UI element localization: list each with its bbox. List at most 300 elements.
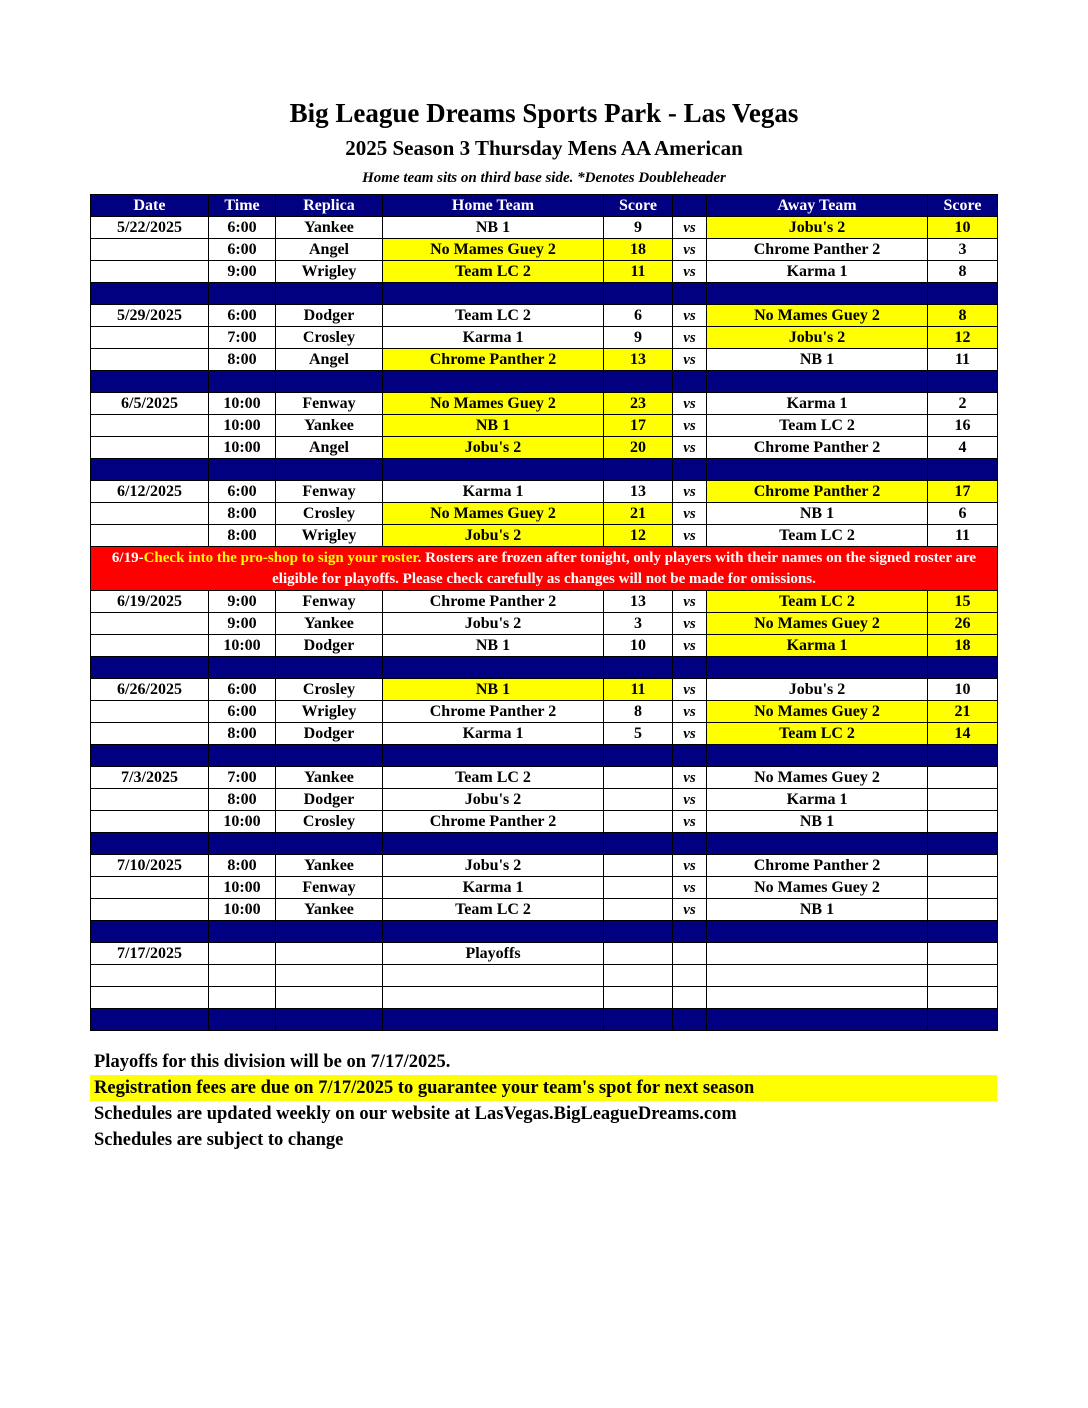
home-team: Karma 1: [383, 877, 604, 899]
separator-cell: [928, 371, 998, 393]
vs-label: vs: [673, 701, 707, 723]
away-team: Chrome Panther 2: [707, 481, 928, 503]
game-date: [91, 613, 209, 635]
vs-label: vs: [673, 635, 707, 657]
away-team: Karma 1: [707, 635, 928, 657]
separator-cell: [604, 657, 673, 679]
column-header-away-score: Score: [928, 195, 998, 217]
away-team: NB 1: [707, 503, 928, 525]
table-row: [91, 415, 998, 437]
table-row: [91, 987, 998, 1009]
away-team: NB 1: [707, 899, 928, 921]
home-score: 10: [604, 635, 673, 657]
game-time: 8:00: [209, 503, 276, 525]
separator-cell: [91, 745, 209, 767]
away-score: 6: [928, 503, 998, 525]
away-score: [928, 767, 998, 789]
game-date: [91, 349, 209, 371]
game-time: [209, 987, 276, 1009]
page-title: Big League Dreams Sports Park - Las Vegas: [289, 98, 799, 128]
table-row: [91, 305, 998, 327]
table-row: [91, 789, 998, 811]
table-row: [91, 855, 998, 877]
schedule-body: [91, 217, 998, 1031]
vs-label: [673, 943, 707, 965]
home-team: [383, 965, 604, 987]
game-time: 10:00: [209, 437, 276, 459]
home-score: [604, 811, 673, 833]
separator-cell: [707, 371, 928, 393]
separator-cell: [707, 1009, 928, 1031]
away-team: Team LC 2: [707, 591, 928, 613]
table-row: [91, 437, 998, 459]
game-time: 10:00: [209, 393, 276, 415]
away-team: Karma 1: [707, 393, 928, 415]
column-header-home-team: Home Team: [383, 195, 604, 217]
away-score: [928, 943, 998, 965]
separator-cell: [707, 833, 928, 855]
game-field: Dodger: [276, 635, 383, 657]
roster-note-date: 6/19-: [111, 549, 144, 566]
separator-row: [91, 459, 998, 481]
separator-cell: [928, 657, 998, 679]
column-header-vs: [673, 195, 707, 217]
separator-cell: [276, 371, 383, 393]
separator-cell: [673, 921, 707, 943]
table-row: [91, 965, 998, 987]
vs-label: vs: [673, 503, 707, 525]
home-score: 17: [604, 415, 673, 437]
away-score: [928, 811, 998, 833]
game-field: Yankee: [276, 899, 383, 921]
separator-cell: [276, 745, 383, 767]
separator-cell: [673, 745, 707, 767]
home-team: Karma 1: [383, 481, 604, 503]
page-subtitle: 2025 Season 3 Thursday Mens AA American: [345, 136, 743, 160]
game-date: [91, 701, 209, 723]
game-field: [276, 943, 383, 965]
separator-cell: [604, 921, 673, 943]
separator-row: [91, 657, 998, 679]
game-field: Angel: [276, 239, 383, 261]
home-score: 21: [604, 503, 673, 525]
separator-cell: [91, 283, 209, 305]
home-team: Jobu's 2: [383, 525, 604, 547]
home-team: Jobu's 2: [383, 437, 604, 459]
home-score: 13: [604, 481, 673, 503]
game-field: Yankee: [276, 415, 383, 437]
home-score: [604, 943, 673, 965]
roster-note-text: . Rosters are frozen after tonight, only players with their names on the signed roster are eligible for playoffs. Please check carefully as changes will not be made for omissions.: [272, 549, 977, 587]
home-score: [604, 987, 673, 1009]
game-time: 6:00: [209, 305, 276, 327]
game-date: 5/22/2025: [91, 217, 209, 239]
game-field: Yankee: [276, 855, 383, 877]
home-score: 9: [604, 217, 673, 239]
away-score: [928, 877, 998, 899]
game-date: [91, 899, 209, 921]
home-score: [604, 767, 673, 789]
vs-label: vs: [673, 437, 707, 459]
separator-cell: [383, 1009, 604, 1031]
home-team: NB 1: [383, 679, 604, 701]
vs-label: vs: [673, 217, 707, 239]
game-time: 10:00: [209, 899, 276, 921]
vs-label: vs: [673, 679, 707, 701]
home-score: 8: [604, 701, 673, 723]
separator-cell: [928, 745, 998, 767]
table-row: [91, 261, 998, 283]
away-team: NB 1: [707, 349, 928, 371]
game-date: [91, 437, 209, 459]
home-score: 12: [604, 525, 673, 547]
home-team: Team LC 2: [383, 899, 604, 921]
away-team: [707, 965, 928, 987]
table-row: [91, 525, 998, 547]
home-score: [604, 789, 673, 811]
home-team: Team LC 2: [383, 767, 604, 789]
game-field: Angel: [276, 349, 383, 371]
game-date: [91, 635, 209, 657]
game-date: [91, 789, 209, 811]
game-time: 7:00: [209, 327, 276, 349]
game-date: [91, 261, 209, 283]
game-field: Dodger: [276, 789, 383, 811]
game-time: 9:00: [209, 261, 276, 283]
roster-note: [91, 547, 998, 591]
separator-cell: [383, 459, 604, 481]
separator-cell: [209, 921, 276, 943]
home-score: 9: [604, 327, 673, 349]
home-score: [604, 855, 673, 877]
separator-cell: [604, 371, 673, 393]
away-score: 21: [928, 701, 998, 723]
home-score: 23: [604, 393, 673, 415]
table-row: [91, 701, 998, 723]
separator-row: [91, 833, 998, 855]
separator-cell: [673, 833, 707, 855]
vs-label: vs: [673, 591, 707, 613]
away-team: No Mames Guey 2: [707, 305, 928, 327]
separator-row: [91, 371, 998, 393]
game-date: 7/10/2025: [91, 855, 209, 877]
game-field: Crosley: [276, 679, 383, 701]
away-team: Jobu's 2: [707, 679, 928, 701]
game-field: Wrigley: [276, 525, 383, 547]
home-team: NB 1: [383, 217, 604, 239]
away-score: 17: [928, 481, 998, 503]
game-date: [91, 525, 209, 547]
separator-cell: [673, 657, 707, 679]
away-team: Team LC 2: [707, 415, 928, 437]
column-header-date: Date: [91, 195, 209, 217]
vs-label: vs: [673, 393, 707, 415]
schedule-table: [90, 194, 998, 1031]
game-date: 6/26/2025: [91, 679, 209, 701]
game-date: [91, 877, 209, 899]
separator-cell: [928, 1009, 998, 1031]
separator-cell: [707, 657, 928, 679]
separator-cell: [209, 657, 276, 679]
roster-note-row: [91, 547, 998, 591]
game-field: [276, 965, 383, 987]
separator-cell: [673, 459, 707, 481]
game-field: Yankee: [276, 217, 383, 239]
away-team: No Mames Guey 2: [707, 877, 928, 899]
away-team: Karma 1: [707, 789, 928, 811]
game-date: [91, 327, 209, 349]
away-team: Jobu's 2: [707, 327, 928, 349]
game-field: Dodger: [276, 305, 383, 327]
game-time: 8:00: [209, 723, 276, 745]
separator-cell: [707, 283, 928, 305]
away-team: Team LC 2: [707, 525, 928, 547]
home-team: NB 1: [383, 415, 604, 437]
home-team: Karma 1: [383, 723, 604, 745]
separator-cell: [276, 283, 383, 305]
game-time: 10:00: [209, 415, 276, 437]
separator-cell: [276, 921, 383, 943]
vs-label: vs: [673, 899, 707, 921]
separator-cell: [928, 459, 998, 481]
separator-cell: [383, 371, 604, 393]
vs-label: vs: [673, 877, 707, 899]
table-row: [91, 767, 998, 789]
separator-cell: [383, 833, 604, 855]
footer-change-note: Schedules are subject to change: [94, 1130, 344, 1150]
vs-label: vs: [673, 481, 707, 503]
separator-cell: [276, 657, 383, 679]
away-team: Karma 1: [707, 261, 928, 283]
game-field: Crosley: [276, 811, 383, 833]
home-team: [383, 987, 604, 1009]
separator-cell: [209, 833, 276, 855]
game-time: 10:00: [209, 811, 276, 833]
separator-cell: [91, 833, 209, 855]
vs-label: vs: [673, 239, 707, 261]
table-row: [91, 503, 998, 525]
vs-label: vs: [673, 811, 707, 833]
home-team: Team LC 2: [383, 261, 604, 283]
home-team: Jobu's 2: [383, 789, 604, 811]
separator-cell: [91, 921, 209, 943]
away-team: No Mames Guey 2: [707, 613, 928, 635]
separator-cell: [91, 371, 209, 393]
game-field: Fenway: [276, 481, 383, 503]
column-header-time: Time: [209, 195, 276, 217]
vs-label: vs: [673, 349, 707, 371]
home-score: [604, 965, 673, 987]
away-team: Chrome Panther 2: [707, 437, 928, 459]
vs-label: [673, 965, 707, 987]
away-team: Team LC 2: [707, 723, 928, 745]
game-field: Crosley: [276, 327, 383, 349]
table-row: [91, 349, 998, 371]
away-score: 15: [928, 591, 998, 613]
footer-playoffs-note: Playoffs for this division will be on 7/17/2025.: [94, 1052, 451, 1072]
game-date: [91, 415, 209, 437]
separator-cell: [673, 371, 707, 393]
away-team: Chrome Panther 2: [707, 239, 928, 261]
away-score: 2: [928, 393, 998, 415]
table-row: [91, 943, 998, 965]
game-field: Crosley: [276, 503, 383, 525]
vs-label: vs: [673, 855, 707, 877]
table-row: [91, 613, 998, 635]
game-time: 10:00: [209, 877, 276, 899]
separator-cell: [928, 283, 998, 305]
separator-cell: [276, 459, 383, 481]
home-score: [604, 877, 673, 899]
separator-cell: [928, 833, 998, 855]
home-score: 18: [604, 239, 673, 261]
away-score: 8: [928, 305, 998, 327]
home-team: No Mames Guey 2: [383, 239, 604, 261]
away-score: [928, 965, 998, 987]
table-row: [91, 481, 998, 503]
separator-cell: [673, 1009, 707, 1031]
vs-label: vs: [673, 767, 707, 789]
separator-row: [91, 1009, 998, 1031]
home-score: 11: [604, 261, 673, 283]
game-date: [91, 965, 209, 987]
game-time: [209, 943, 276, 965]
game-date: [91, 723, 209, 745]
footer-registration-note: Registration fees are due on 7/17/2025 to guarantee your team's spot for next season: [90, 1075, 997, 1101]
vs-label: vs: [673, 723, 707, 745]
game-field: Angel: [276, 437, 383, 459]
home-team: Playoffs: [383, 943, 604, 965]
game-date: [91, 987, 209, 1009]
game-field: Dodger: [276, 723, 383, 745]
home-team: NB 1: [383, 635, 604, 657]
separator-row: [91, 745, 998, 767]
game-date: 7/3/2025: [91, 767, 209, 789]
away-score: [928, 899, 998, 921]
away-team: No Mames Guey 2: [707, 701, 928, 723]
table-row: [91, 239, 998, 261]
vs-label: vs: [673, 305, 707, 327]
table-row: [91, 217, 998, 239]
game-field: Wrigley: [276, 261, 383, 283]
away-score: 8: [928, 261, 998, 283]
roster-note-highlight: Check into the pro-shop to sign your roster: [143, 549, 418, 566]
separator-cell: [604, 833, 673, 855]
away-team: Chrome Panther 2: [707, 855, 928, 877]
separator-cell: [707, 459, 928, 481]
vs-label: vs: [673, 327, 707, 349]
table-row: [91, 877, 998, 899]
separator-cell: [604, 745, 673, 767]
home-score: 13: [604, 349, 673, 371]
away-score: 11: [928, 525, 998, 547]
table-row: [91, 899, 998, 921]
game-time: 6:00: [209, 481, 276, 503]
home-team: Chrome Panther 2: [383, 701, 604, 723]
separator-cell: [383, 745, 604, 767]
home-team: Jobu's 2: [383, 855, 604, 877]
separator-cell: [209, 283, 276, 305]
table-row: [91, 635, 998, 657]
game-date: 7/17/2025: [91, 943, 209, 965]
game-time: 9:00: [209, 613, 276, 635]
separator-row: [91, 283, 998, 305]
game-time: [209, 965, 276, 987]
game-time: 10:00: [209, 635, 276, 657]
away-score: 26: [928, 613, 998, 635]
away-team: NB 1: [707, 811, 928, 833]
game-date: 6/19/2025: [91, 591, 209, 613]
table-row: [91, 723, 998, 745]
away-score: 11: [928, 349, 998, 371]
game-field: Wrigley: [276, 701, 383, 723]
schedule-note: Home team sits on third base side. *Denotes Doubleheader: [362, 170, 726, 186]
away-team: No Mames Guey 2: [707, 767, 928, 789]
home-score: [604, 899, 673, 921]
game-time: 9:00: [209, 591, 276, 613]
home-score: 5: [604, 723, 673, 745]
home-team: No Mames Guey 2: [383, 503, 604, 525]
away-score: 3: [928, 239, 998, 261]
separator-cell: [928, 921, 998, 943]
away-team: [707, 943, 928, 965]
away-score: 14: [928, 723, 998, 745]
column-header-away-team: Away Team: [707, 195, 928, 217]
game-time: 6:00: [209, 239, 276, 261]
away-score: 10: [928, 679, 998, 701]
table-row: [91, 327, 998, 349]
away-score: 12: [928, 327, 998, 349]
vs-label: [673, 987, 707, 1009]
column-header-replica: Replica: [276, 195, 383, 217]
away-score: 18: [928, 635, 998, 657]
away-score: [928, 789, 998, 811]
home-score: 20: [604, 437, 673, 459]
separator-cell: [276, 833, 383, 855]
game-date: 6/5/2025: [91, 393, 209, 415]
separator-cell: [383, 657, 604, 679]
separator-cell: [604, 283, 673, 305]
separator-row: [91, 921, 998, 943]
separator-cell: [91, 459, 209, 481]
table-row: [91, 591, 998, 613]
separator-cell: [707, 921, 928, 943]
separator-cell: [91, 657, 209, 679]
separator-cell: [91, 1009, 209, 1031]
separator-cell: [383, 283, 604, 305]
game-field: [276, 987, 383, 1009]
home-team: Chrome Panther 2: [383, 811, 604, 833]
separator-cell: [209, 371, 276, 393]
vs-label: vs: [673, 415, 707, 437]
away-score: [928, 987, 998, 1009]
separator-cell: [383, 921, 604, 943]
game-date: [91, 503, 209, 525]
separator-cell: [707, 745, 928, 767]
game-time: 8:00: [209, 349, 276, 371]
game-time: 8:00: [209, 789, 276, 811]
table-row: [91, 679, 998, 701]
home-team: No Mames Guey 2: [383, 393, 604, 415]
home-score: 6: [604, 305, 673, 327]
game-time: 6:00: [209, 217, 276, 239]
vs-label: vs: [673, 261, 707, 283]
vs-label: vs: [673, 789, 707, 811]
game-time: 8:00: [209, 525, 276, 547]
separator-cell: [604, 459, 673, 481]
separator-cell: [209, 1009, 276, 1031]
home-team: Jobu's 2: [383, 613, 604, 635]
